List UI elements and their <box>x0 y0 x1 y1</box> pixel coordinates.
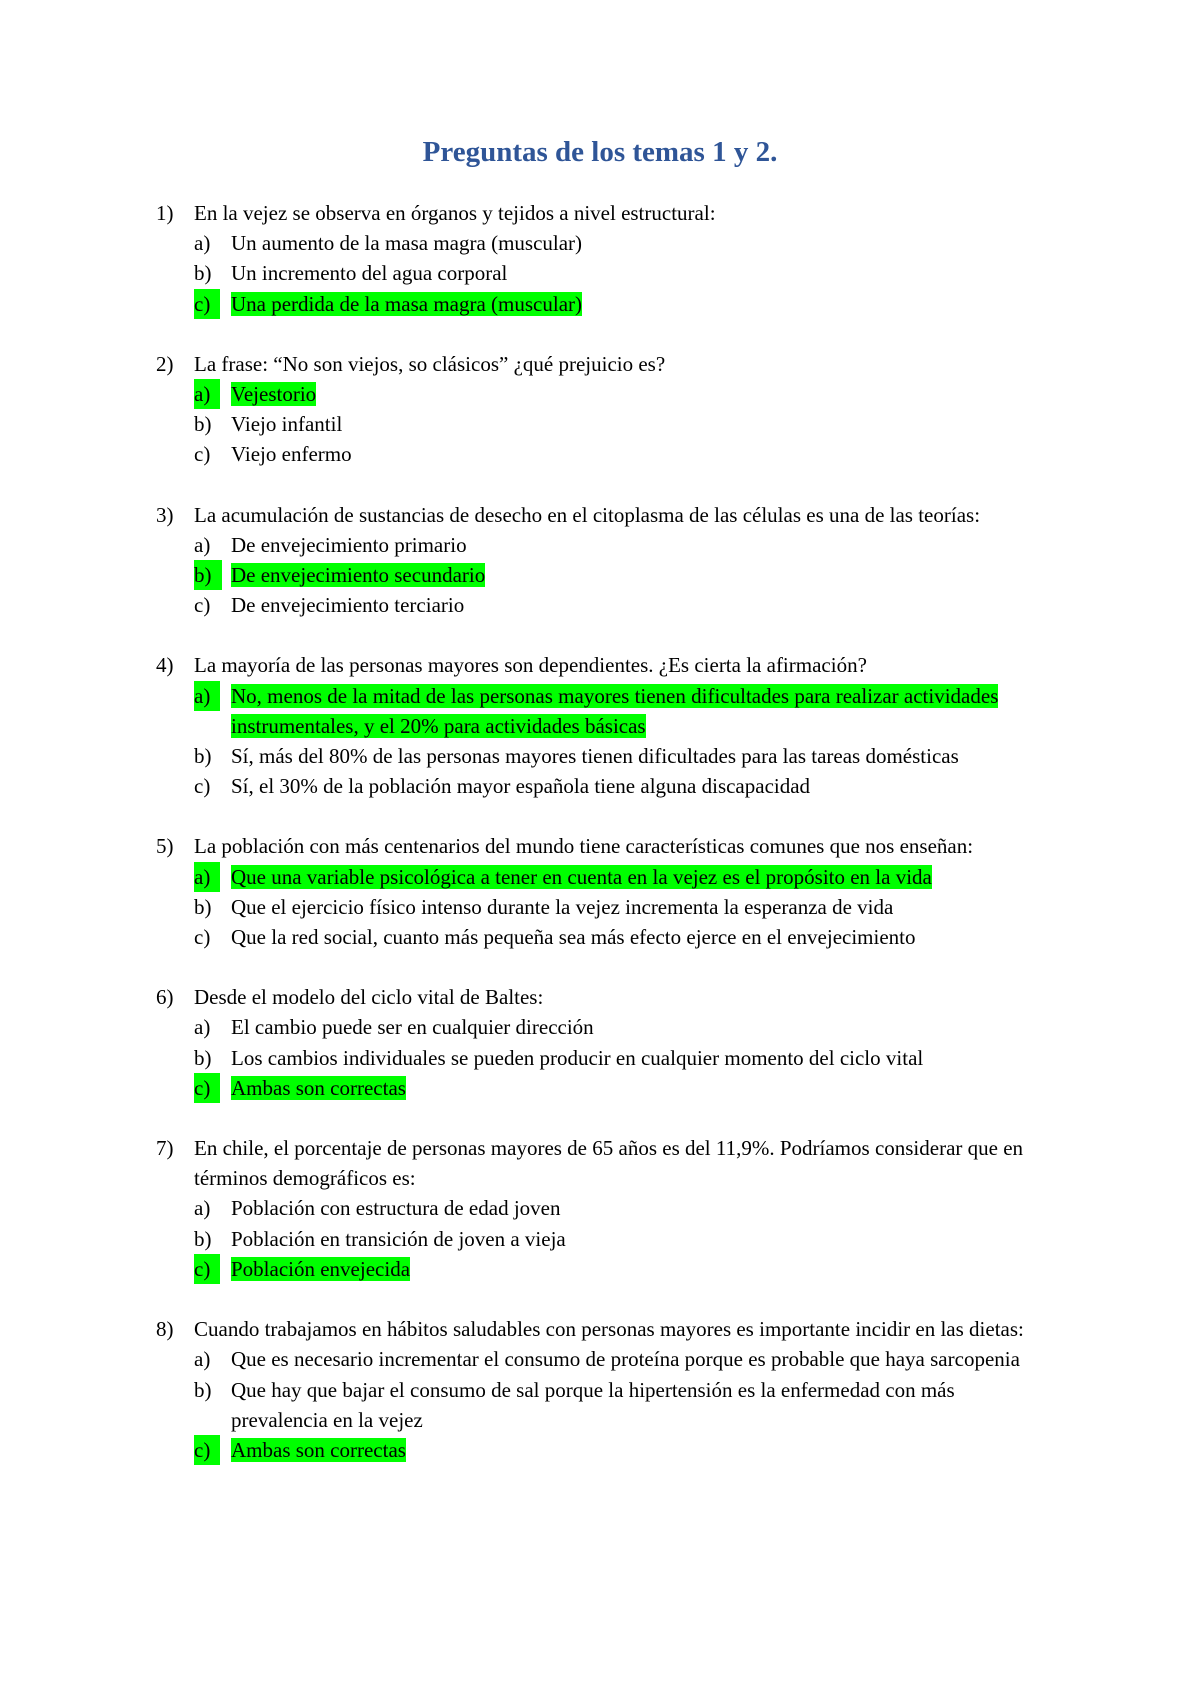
option-text: Un aumento de la masa magra (muscular) <box>231 231 583 256</box>
question-number: 6) <box>156 985 174 1010</box>
option-item <box>194 1043 1056 1073</box>
option-letter: b) <box>194 1045 212 1070</box>
option-letter: a) <box>194 379 220 409</box>
option-letter: c) <box>194 289 220 319</box>
option-text: Que es necesario incrementar el consumo de proteína porque es probable que haya sarcopenia <box>231 1347 1020 1372</box>
question-number: 8) <box>156 1317 174 1342</box>
option-text: Vejestorio <box>231 382 317 407</box>
option-letter: a) <box>194 681 220 711</box>
question-number: 3) <box>156 502 174 527</box>
question-list <box>156 198 1056 1495</box>
option-item <box>194 892 1056 922</box>
option-item-correct <box>194 289 1056 319</box>
option-letter: c) <box>194 1435 220 1465</box>
option-letter: a) <box>194 231 211 256</box>
question-text: La frase: “No son viejos, so clásicos” ¿qué prejuicio es? <box>194 351 666 376</box>
question-item <box>156 1314 1056 1465</box>
option-text: Ambas son correctas <box>231 1437 406 1462</box>
option-letter: b) <box>194 261 212 286</box>
question-text: La población con más centenarios del mundo tiene características comunes que nos enseñan: <box>194 834 974 859</box>
question-item <box>156 650 1056 801</box>
option-letter: b) <box>194 1226 212 1251</box>
option-text: De envejecimiento terciario <box>231 593 465 618</box>
option-text: Viejo enfermo <box>231 442 352 467</box>
option-item-correct <box>194 1073 1056 1103</box>
option-item-correct <box>194 379 1056 409</box>
question-text: En la vejez se observa en órganos y tejidos a nivel estructural: <box>194 201 716 225</box>
option-letter: b) <box>194 1377 212 1402</box>
question-text: Cuando trabajamos en hábitos saludables con personas mayores es importante incidir en las dietas: <box>194 1317 1024 1342</box>
option-letter: a) <box>194 862 220 892</box>
option-text: Que una variable psicológica a tener en cuenta en la vejez es el propósito en la vida <box>231 864 932 889</box>
option-text: El cambio puede ser en cualquier dirección <box>231 1015 594 1040</box>
option-item <box>194 530 1056 560</box>
option-text: Que el ejercicio físico intenso durante la vejez incrementa la esperanza de vida <box>231 894 894 919</box>
option-letter: a) <box>194 1015 211 1040</box>
option-text: Población con estructura de edad joven <box>231 1196 561 1221</box>
option-letter: b) <box>194 560 222 590</box>
question-item <box>156 1133 1056 1284</box>
option-letter: a) <box>194 532 211 557</box>
option-text: Que hay que bajar el consumo de sal porque la hipertensión es la enfermedad con más prevalencia en la vejez <box>231 1377 955 1432</box>
option-item <box>194 228 1056 258</box>
question-number: 4) <box>156 653 174 678</box>
option-text: Ambas son correctas <box>231 1075 406 1100</box>
option-item <box>194 439 1056 469</box>
question-number: 7) <box>156 1136 174 1161</box>
option-letter: a) <box>194 1196 211 1221</box>
question-number: 5) <box>156 834 174 859</box>
option-item-correct <box>194 1435 1056 1465</box>
option-letter: b) <box>194 744 212 769</box>
option-text: Un incremento del agua corporal <box>231 261 508 286</box>
option-text: Que la red social, cuanto más pequeña sea más efecto ejerce en el envejecimiento <box>231 925 916 950</box>
question-number: 2) <box>156 351 174 376</box>
option-item-correct <box>194 681 1056 741</box>
option-text: Una perdida de la masa magra (muscular) <box>231 291 583 316</box>
option-text: Población en transición de joven a vieja <box>231 1226 566 1251</box>
option-text: De envejecimiento secundario <box>231 563 486 588</box>
option-item <box>194 1224 1056 1254</box>
question-number: 1) <box>156 201 174 225</box>
question-item <box>156 349 1056 470</box>
option-letter: c) <box>194 442 211 467</box>
option-item <box>194 1344 1056 1374</box>
option-item-correct <box>194 862 1056 892</box>
option-text: Población envejecida <box>231 1256 411 1281</box>
option-item <box>194 409 1056 439</box>
option-text: Viejo infantil <box>231 412 343 437</box>
option-item <box>194 258 1056 288</box>
question-text: Desde el modelo del ciclo vital de Baltes: <box>194 985 544 1010</box>
page-title: Preguntas de los temas 1 y 2. <box>422 136 778 168</box>
option-text: No, menos de la mitad de las personas mayores tienen dificultades para realizar actividades instrumentales, y el 20% para actividades básicas <box>231 683 999 738</box>
question-item <box>156 198 1056 319</box>
question-item <box>156 982 1056 1103</box>
option-text: Sí, más del 80% de las personas mayores tienen dificultades para las tareas domésticas <box>231 744 959 769</box>
question-text: La acumulación de sustancias de desecho en el citoplasma de las células es una de las teorías: <box>194 502 981 527</box>
option-item <box>194 1193 1056 1223</box>
option-letter: b) <box>194 412 212 437</box>
option-letter: c) <box>194 1254 220 1284</box>
option-letter: c) <box>194 593 211 618</box>
option-item <box>194 1375 1056 1435</box>
option-item-correct <box>194 1254 1056 1284</box>
option-letter: b) <box>194 894 212 919</box>
question-text: La mayoría de las personas mayores son dependientes. ¿Es cierta la afirmación? <box>194 653 867 678</box>
option-text: De envejecimiento primario <box>231 532 467 557</box>
option-text: Sí, el 30% de la población mayor española tiene alguna discapacidad <box>231 774 811 799</box>
option-item <box>194 590 1056 620</box>
option-letter: c) <box>194 1073 220 1103</box>
question-item <box>156 831 1056 952</box>
option-letter: a) <box>194 1347 211 1372</box>
question-item <box>156 500 1056 621</box>
option-text: Los cambios individuales se pueden producir en cualquier momento del ciclo vital <box>231 1045 924 1070</box>
option-item <box>194 922 1056 952</box>
option-item <box>194 1012 1056 1042</box>
option-item-correct <box>194 560 1056 590</box>
option-item <box>194 771 1056 801</box>
option-letter: c) <box>194 774 211 799</box>
option-letter: c) <box>194 925 211 950</box>
option-item <box>194 741 1056 771</box>
question-text: En chile, el porcentaje de personas mayores de 65 años es del 11,9%. Podríamos considerar que en términos demográficos es: <box>194 1136 1024 1191</box>
